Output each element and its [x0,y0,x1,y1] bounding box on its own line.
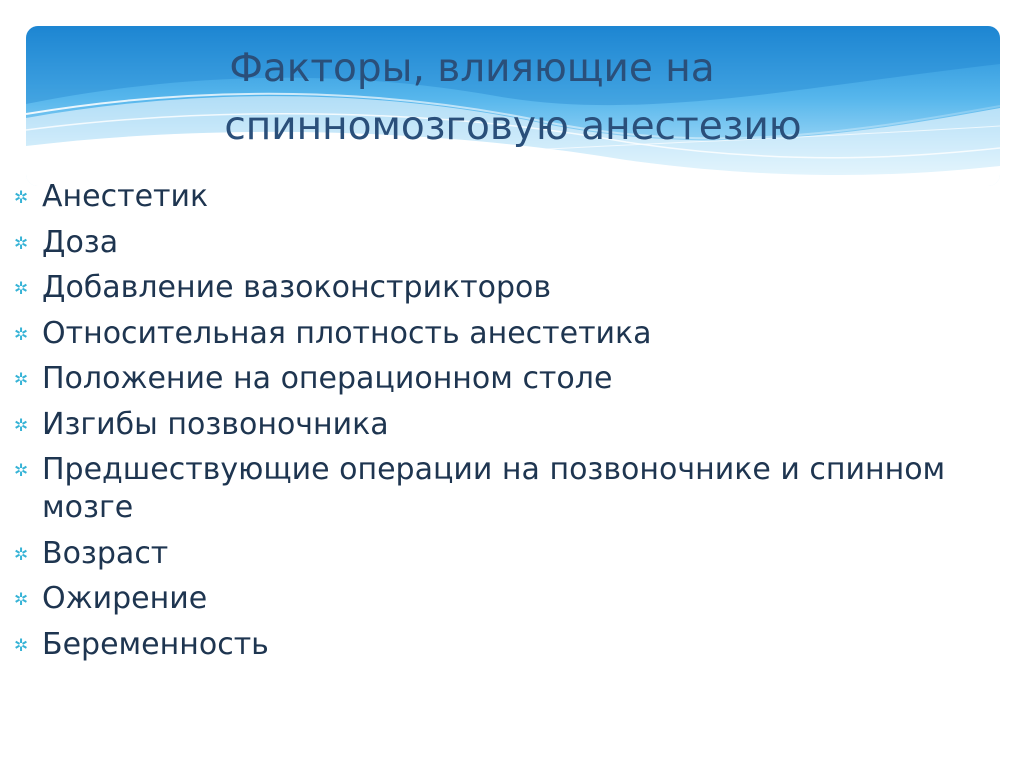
list-item-text: Изгибы позвоночника [42,406,389,442]
list-item [14,535,1004,573]
asterisk-bullet-icon: ✲ [14,590,29,610]
asterisk-bullet-icon: ✲ [14,415,29,436]
list-item [14,178,1004,216]
list-item-text: Возраст [42,535,169,571]
list-item [14,451,1004,527]
list-item-text: Беременность [42,626,269,662]
asterisk-bullet-icon: ✲ [14,461,29,481]
slide-title-line-2: спинномозговую анестезию [224,104,802,149]
list-item [14,269,1004,307]
asterisk-bullet-icon: ✲ [14,544,29,565]
list-item-text: Анестетик [42,179,209,214]
asterisk-bullet-icon: ✲ [14,324,29,345]
list-item-text: Ожирение [42,581,208,616]
slide-title-line-1: Факторы, влияющие на [229,46,715,91]
list-item-text: Доза [42,224,119,260]
list-item [14,626,1004,664]
list-item [14,315,1004,353]
asterisk-bullet-icon: ✲ [14,635,29,656]
list-item-text: Положение на операционном столе [42,361,613,396]
asterisk-bullet-icon: ✲ [14,233,29,254]
asterisk-bullet-icon: ✲ [14,279,29,299]
list-item [14,224,1004,262]
list-item [14,580,1004,618]
list-item-text: Добавление вазоконстрикторов [42,270,552,305]
slide-title [26,40,1000,156]
asterisk-bullet-icon: ✲ [14,370,29,390]
list-item-text: Относительная плотность анестетика [42,315,652,351]
list-item [14,360,1004,398]
list-item [14,406,1004,444]
factor-list [14,178,1004,671]
asterisk-bullet-icon: ✲ [14,188,29,208]
list-item-text: Предшествующие операции на позвоночнике и спинном мозге [42,452,946,525]
